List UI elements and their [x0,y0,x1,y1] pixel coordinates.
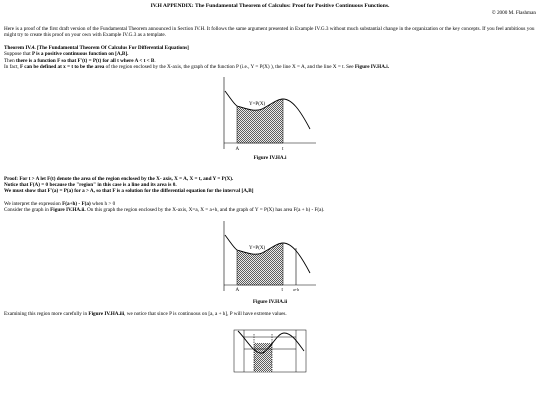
theorem-fact: In fact, F can be defined at x = t to be the area of the region enclosed by the X-axis, the graph of the function P (i.e., Y = P(X) ), the line X = A, and the line X = t. See Figure IV.HA.i. [4,64,389,71]
curve-label: Y=P(X) [249,102,266,108]
figure-ii-graph [220,219,320,297]
t-label: t [282,147,284,153]
figure-ii-caption: Figure IV.HA.ii [252,299,288,306]
consider-line: Consider the graph in Figure IV.HA.ii. On this graph the region enclosed by the X-axis, X=a, X = a+h, and the graph of Y = P(X) has area F(a + h) - F(a). [4,206,325,213]
interpret-line: We interpret the expression F(a+h) - F(a) when h > 0 [4,200,116,207]
t-label: t [281,288,283,294]
figure-link-i[interactable]: Figure IV.HA.i. [354,64,389,71]
curve-label: Y=P(X) [249,246,266,252]
theorem-heading: Theorem IV.4. [The Fundamental Theorem Of Calculus For Differential Equations] [4,45,189,52]
copyright: © 2000 M. Flashman [491,10,536,17]
proof-line-2: Notice that F(A) = 0 because the "region" in this case is a line and its area is 0. [4,181,177,188]
a-label: A [235,288,240,294]
figure-i-caption: Figure IV.HA.i [253,155,287,162]
figure-iii-graph [232,329,308,373]
page-title: IV.H APPENDIX: The Fundamental Theorem of Calculus: Proof for Positive Continuous Functions. [150,3,390,9]
a-label: A [235,147,240,153]
proof-line-3: We must show that F'(a) = P(a) for a > A, so that F is a solution for the differential equation for the interval [A,B] [4,188,254,195]
figure-link-ii[interactable]: Figure IV.HA.ii. [50,206,86,213]
intro-paragraph: Here is a proof of the first draft version of the Fundamental Theorem announced in Section IV.H. It follows the same argument presented in Example IV.G.3 without much substantial change in the organization or the key concepts. If you feel ambitious you might try to create this proof on your own with Example IV.G.3 as a template. [4,25,535,38]
figure-link-iii[interactable]: Figure IV.HA.iii [88,311,125,318]
figure-i-graph [220,75,320,153]
document [4,3,536,373]
theorem-then: Then there is a function F so that F'(t) = P(t) for all t where A < t < B. [4,57,156,64]
theorem-suppose: Suppose that P is a positive continuous function on [A,B]. [4,51,129,58]
a-plus-h-label: a+h [293,287,300,293]
proof-line-1: Proof: For t > A let F(t) denote the area of the region enclosed by the X- axis, X = A, X = t, and Y = P(X). [4,175,234,182]
examining-line: Examining this region more carefully in Figure IV.HA.iii, we notice that since P is continuous on [a, a + h], P will have extreme values. [4,311,287,318]
